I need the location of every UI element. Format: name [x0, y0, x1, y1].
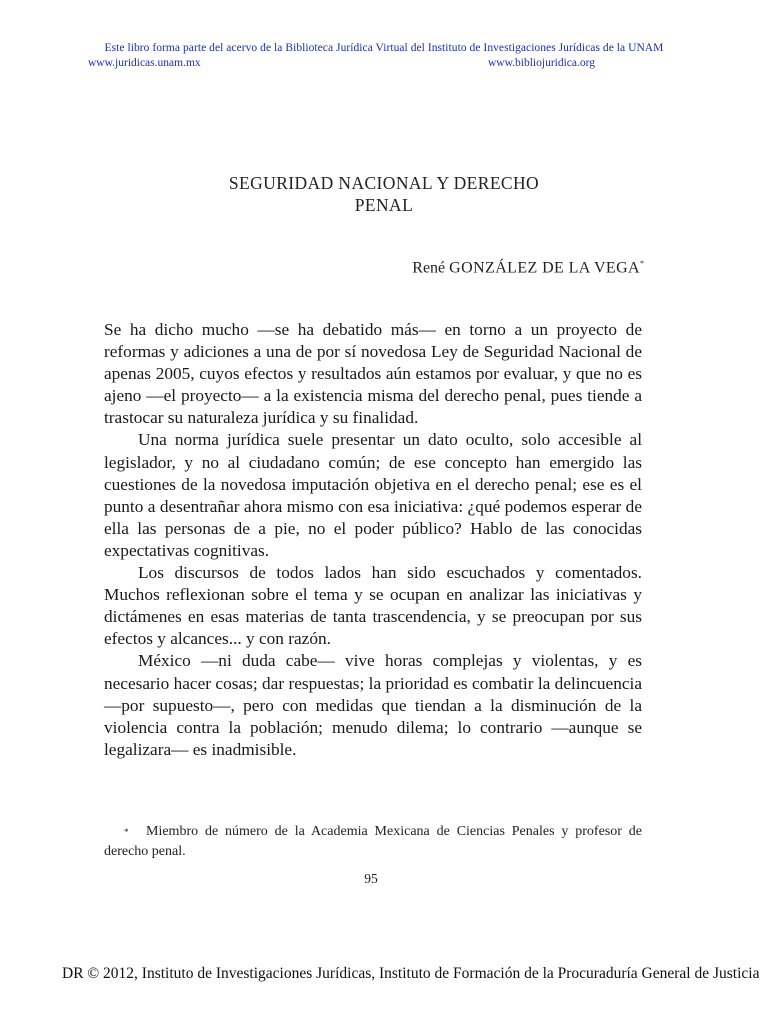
footnote-text: Miembro de número de la Academia Mexicana de Ciencias Penales y profesor de derecho penal.: [104, 824, 642, 859]
article-body: [104, 319, 642, 761]
author-first-name: René: [412, 259, 446, 277]
article-title-line2: PENAL: [354, 195, 414, 215]
copyright-footer: [0, 955, 768, 995]
article-title-line1: SEGURIDAD NACIONAL Y DERECHO: [228, 173, 540, 193]
author-byline: [412, 259, 644, 277]
article-title: [0, 172, 768, 216]
juridicas-link[interactable]: www.juridicas.unam.mx: [88, 57, 201, 69]
copyright-notice: DR © 2012, Instituto de Investigaciones Jurídicas, Instituto de Formación de la Procuraduría General de Justicia: [62, 965, 760, 982]
library-notice: Este libro forma parte del acervo de la Biblioteca Jurídica Virtual del Instituto de Investigaciones Jurídicas de la UNAM: [104, 42, 664, 54]
paragraph: Una norma jurídica suele presentar un dato oculto, solo accesible al legislador, y no al ciudadano común; de ese concepto han emergido las cuestiones de la novedosa imputación objetiva en el derecho penal; ese es el punto a desentrañar ahora mismo con esa iniciativa: ¿qué podemos esperar de ella las personas de a pie, no el poder público? Hablo de las conocidas expectativas cognitivas.: [104, 430, 642, 560]
paragraph: México —ni duda cabe— vive horas complejas y violentas, y es necesario hacer cosas; dar respuestas; la prioridad es combatir la delincuencia —por supuesto—, pero con medidas que tiendan a la disminución de la violencia contra la población; menudo dilema; lo contrario —aunque se legalizara— es inadmisible.: [104, 651, 642, 759]
footnote: [104, 822, 642, 862]
paragraph: Se ha dicho mucho —se ha debatido más— en torno a un proyecto de reformas y adiciones a una de por sí novedosa Ley de Seguridad Nacional de apenas 2005, cuyos efectos y resultados aún estamos por evaluar, y que no es ajeno —el proyecto— a la existencia misma del derecho penal, pues tiende a trastocar su naturaleza jurídica y su finalidad.: [104, 320, 642, 428]
footnote-mark: *: [124, 827, 129, 837]
author-footnote-mark[interactable]: *: [640, 259, 644, 268]
author-last-name: GONZÁLEZ DE LA VEGA: [449, 259, 640, 277]
paragraph: Los discursos de todos lados han sido escuchados y comentados. Muchos reflexionan sobre el tema y se ocupan en analizar las iniciativas y dictámenes en esas materias de tanta trascendencia, y se preocupan por sus efectos y alcances... y con razón.: [104, 563, 642, 649]
page-number: 95: [364, 871, 378, 886]
bibliojuridica-link[interactable]: www.bibliojuridica.org: [488, 57, 595, 69]
